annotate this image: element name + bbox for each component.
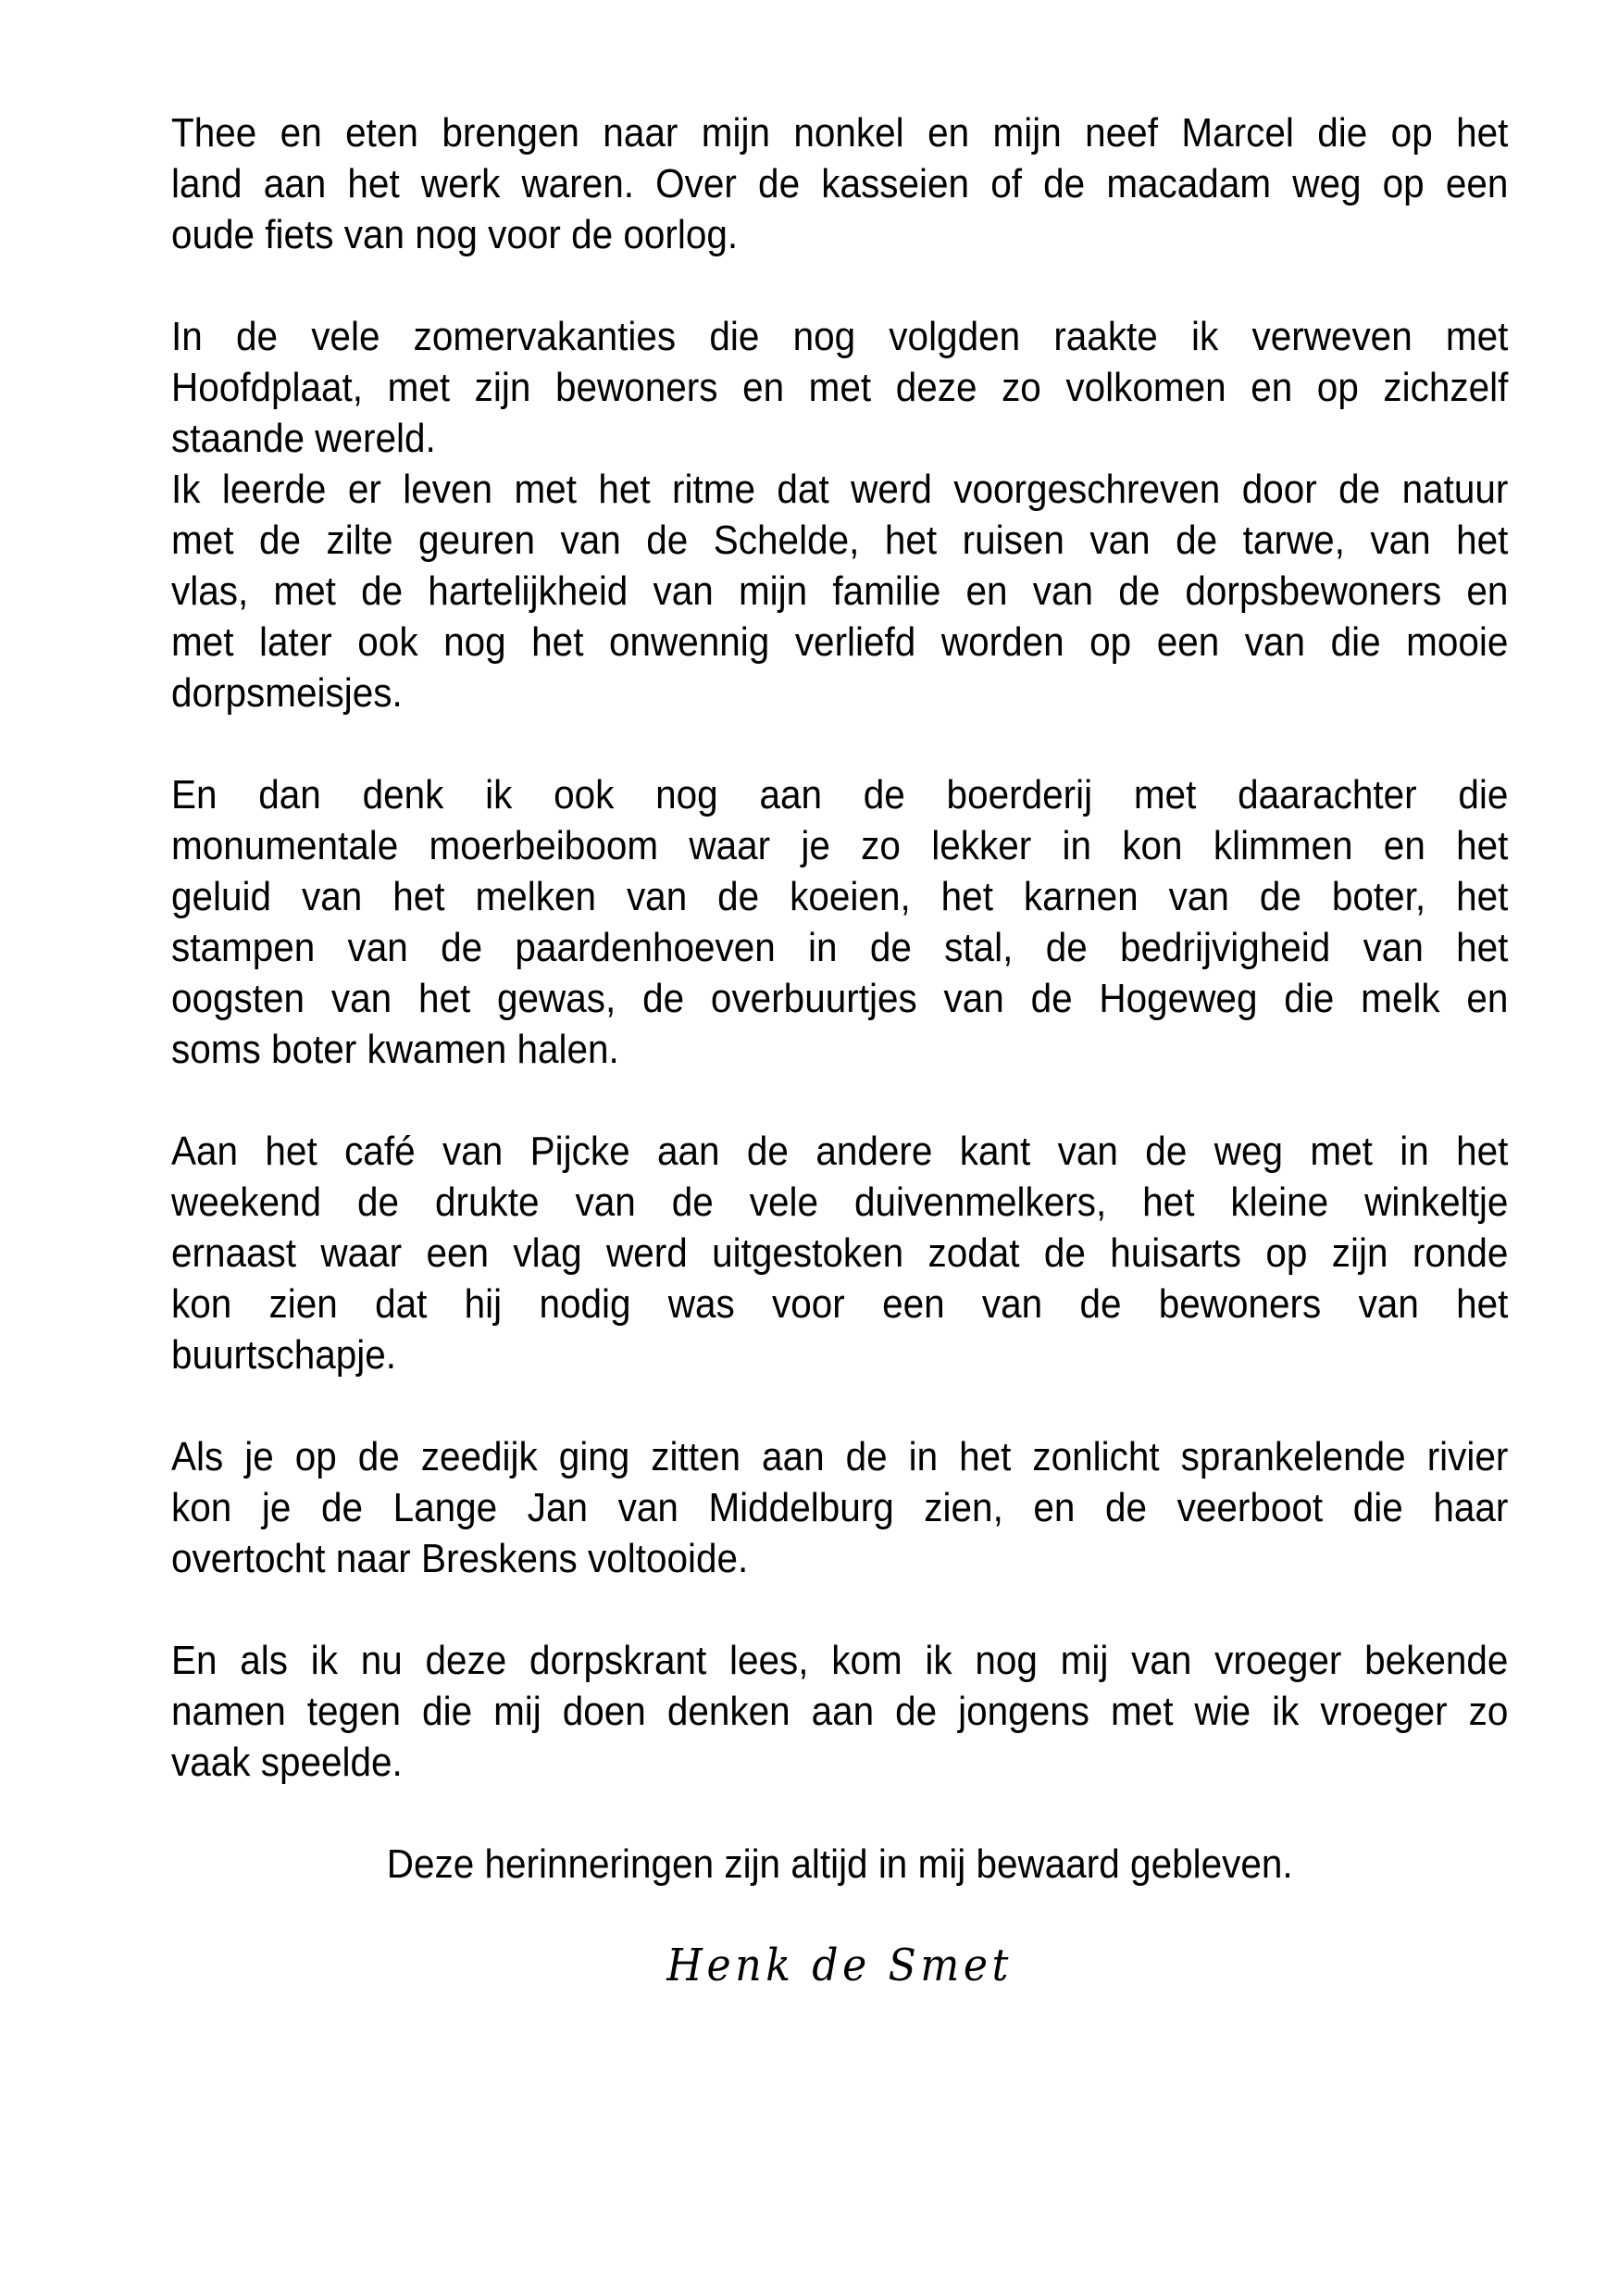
text-line: In de vele zomervakanties die nog volgden raakte ik verweven met bbox=[171, 314, 1509, 359]
text-line: vlas, met de hartelijkheid van mijn familie en van de dorpsbewoners en bbox=[171, 568, 1509, 614]
text-line: ernaast waar een vlag werd uitgestoken zodat de huisarts op zijn ronde bbox=[171, 1230, 1509, 1276]
paragraphs-container bbox=[171, 107, 1508, 1788]
text-line: met de zilte geuren van de Schelde, het ruisen van de tarwe, van het bbox=[171, 518, 1509, 563]
paragraph bbox=[171, 107, 1508, 260]
text-line: kon je de Lange Jan van Middelburg zien, en de veerboot die haar bbox=[171, 1485, 1509, 1530]
text-line: buurtschapje. bbox=[171, 1332, 397, 1378]
text-line: vaak speelde. bbox=[171, 1740, 403, 1785]
text-line: oude fiets van nog voor de oorlog. bbox=[171, 212, 739, 257]
text-line: weekend de drukte van de vele duivenmelkers, het kleine winkeltje bbox=[171, 1179, 1509, 1225]
text-line: Ik leerde er leven met het ritme dat werd voorgeschreven door de natuur bbox=[171, 467, 1509, 512]
closing-line: Deze herinneringen zijn altijd in mij bewaard gebleven. bbox=[386, 1841, 1293, 1887]
body-text bbox=[171, 107, 1508, 1991]
text-line: met later ook nog het onwennig verliefd worden op een van die mooie bbox=[171, 619, 1509, 665]
paragraph bbox=[171, 311, 1508, 464]
paragraph bbox=[171, 1431, 1508, 1584]
paragraph bbox=[171, 464, 1508, 718]
text-line: stampen van de paardenhoeven in de stal, de bedrijvigheid van het bbox=[171, 925, 1509, 970]
text-line: Als je op de zeedijk ging zitten aan de in het zonlicht sprankelende rivier bbox=[171, 1434, 1509, 1479]
text-line: land aan het werk waren. Over de kasseien of de macadam weg op een bbox=[171, 161, 1509, 206]
text-line: kon zien dat hij nodig was voor een van de bewoners van het bbox=[171, 1281, 1509, 1327]
paragraph bbox=[171, 769, 1508, 1075]
text-line: Hoofdplaat, met zijn bewoners en met deze zo volkomen en op zichzelf bbox=[171, 365, 1509, 410]
text-line: geluid van het melken van de koeien, het karnen van de boter, het bbox=[171, 874, 1509, 919]
text-line: En als ik nu deze dorpskrant lees, kom ik nog mij van vroeger bekende bbox=[171, 1638, 1509, 1683]
signature: Henk de Smet bbox=[666, 1940, 1013, 1991]
text-line: staande wereld. bbox=[171, 416, 436, 461]
text-line: namen tegen die mij doen denken aan de jongens met wie ik vroeger zo bbox=[171, 1689, 1509, 1734]
text-line: soms boter kwamen halen. bbox=[171, 1027, 619, 1072]
text-line: overtocht naar Breskens voltooide. bbox=[171, 1536, 749, 1581]
text-line: Aan het café van Pijcke aan de andere kant van de weg met in het bbox=[171, 1129, 1509, 1174]
text-line: En dan denk ik ook nog aan de boerderij met daarachter die bbox=[171, 772, 1509, 817]
paragraph bbox=[171, 1635, 1508, 1788]
text-line: oogsten van het gewas, de overbuurtjes van de Hogeweg die melk en bbox=[171, 976, 1509, 1021]
paragraph bbox=[171, 1126, 1508, 1380]
text-line: Thee en eten brengen naar mijn nonkel en mijn neef Marcel die op het bbox=[171, 110, 1509, 156]
text-line: dorpsmeisjes. bbox=[171, 670, 403, 716]
text-line: monumentale moerbeiboom waar je zo lekker in kon klimmen en het bbox=[171, 823, 1509, 868]
